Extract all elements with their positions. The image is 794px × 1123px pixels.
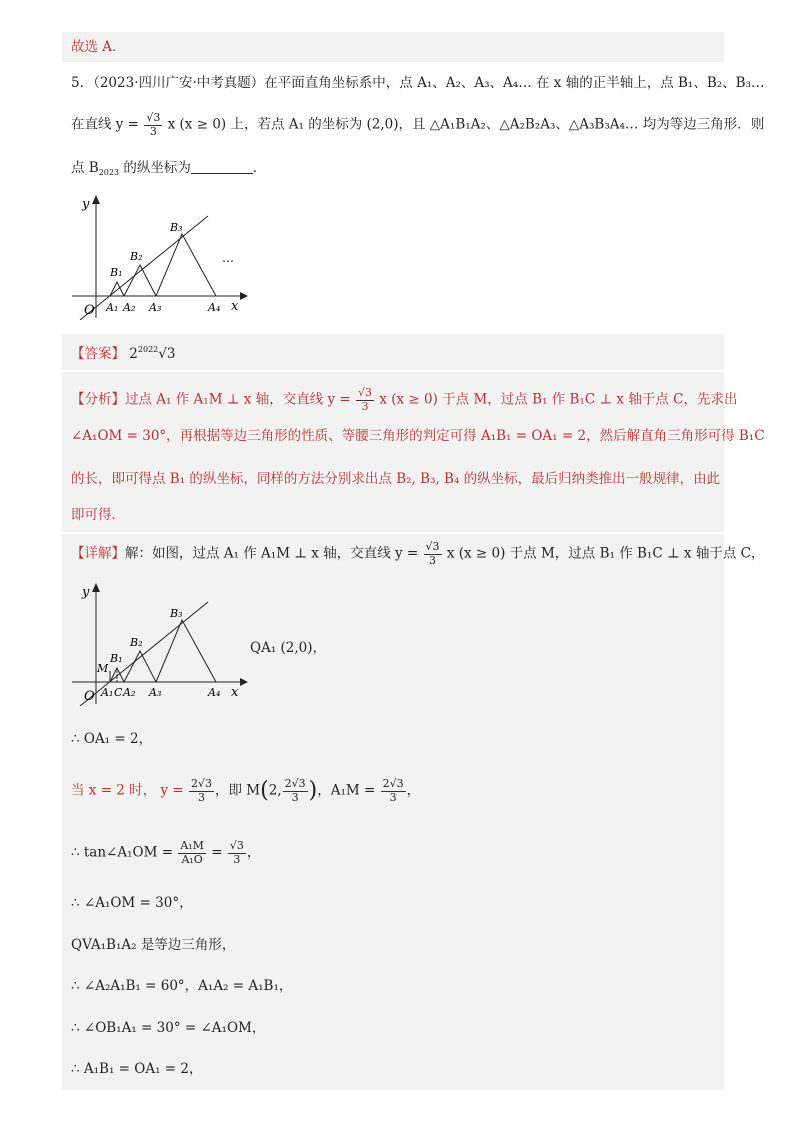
fraction-denominator: A₁O: [181, 852, 203, 866]
problem-line3-b: 的纵坐标为: [119, 160, 191, 176]
fraction-denominator: 3: [233, 852, 241, 866]
x-axis-arrow: [240, 678, 248, 686]
detail-fraction: [424, 541, 442, 567]
y-label: y: [82, 585, 90, 600]
analysis-line-4: 即可得．: [71, 507, 125, 523]
label-a1: A₁: [101, 686, 114, 699]
step2-c: ，A₁M =: [317, 782, 376, 799]
analysis-fraction: [356, 387, 374, 413]
fraction-denominator: 3: [149, 124, 157, 138]
label-a2: A₂: [123, 301, 136, 314]
detail-tag: 【详解】: [71, 545, 125, 562]
answer-root: √3: [158, 346, 176, 362]
fraction-denominator: 3: [291, 790, 299, 804]
paren-left: (: [260, 778, 269, 803]
step-3: [71, 840, 722, 866]
label-m: M: [97, 662, 109, 675]
problem-fraction: [144, 112, 162, 138]
origin-label: O: [84, 689, 95, 704]
answer-tag: 【答案】: [71, 346, 125, 362]
line-y-sqrt3x: [80, 216, 208, 320]
step2-a: 当 x = 2 时， y =: [71, 782, 184, 799]
label-a3: A₃: [149, 686, 162, 699]
step-1: ∴ OA₁ = 2，: [71, 731, 153, 747]
label-b2: B₂: [130, 250, 143, 263]
label-b1: B₁: [110, 266, 123, 279]
problem-line3-a: 点 B: [71, 160, 99, 176]
problem-line-3: [71, 160, 722, 178]
detail-line-1: [71, 540, 765, 567]
line-y-sqrt3x: [80, 602, 208, 706]
step2-fraction-m: [283, 778, 308, 804]
answer-exponent: 2022: [137, 345, 159, 354]
x-label: x: [231, 299, 239, 314]
origin-label: O: [84, 303, 95, 318]
step2-fraction-y: [189, 778, 214, 804]
triangle-3: [156, 620, 216, 682]
figure-2: [68, 578, 258, 706]
problem-line3-sub: 2023: [98, 168, 120, 177]
x-axis-arrow: [240, 292, 248, 300]
problem-line-2: [71, 111, 765, 138]
analysis-line1-b: x (x ≥ 0) 于点 M，过点 B₁ 作 B₁C ⊥ x 轴于点 C，先求出: [379, 391, 738, 408]
step3-fraction-1: [178, 840, 206, 866]
step2-paren-a: 2,: [268, 782, 282, 799]
analysis-tag: 【分析】: [71, 391, 125, 408]
label-a2: A₂: [123, 686, 136, 699]
step2-fraction-a1m: [381, 778, 406, 804]
triangle-3: [156, 234, 216, 296]
problem-line3-end: ．: [252, 160, 267, 176]
fraction-numerator: 2√3: [382, 777, 404, 791]
label-b2: B₂: [130, 636, 143, 649]
fraction-denominator: 3: [198, 790, 205, 804]
step3-a: ∴ tan∠A₁OM =: [71, 844, 174, 861]
label-b1: B₁: [110, 652, 123, 665]
analysis-line1-a: 过点 A₁ 作 A₁M ⊥ x 轴，交直线 y =: [125, 391, 351, 408]
x-label: x: [231, 685, 239, 700]
fraction-denominator: 3: [361, 399, 369, 413]
analysis-line-2: ∠A₁OM = 30°，再根据等边三角形的性质、等腰三角形的判定可得 A₁B₁ = OA₁ = 2，然后解直角三角形可得 B₁C: [71, 428, 765, 444]
step-5: QVA₁B₁A₂ 是等边三角形，: [71, 937, 236, 953]
fraction-numerator: A₁M: [180, 839, 204, 852]
label-a1: A₁: [106, 301, 119, 314]
prev-conclusion: 故选 A．: [71, 39, 126, 55]
problem-line2-b: x (x ≥ 0) 上，若点 A₁ 的坐标为 (2,0)，且 △A₁B₁A₂、△A₂B₂A₃、△A₃B₃A₄… 均为等边三角形．则: [167, 116, 765, 133]
detail-line1-b: x (x ≥ 0) 于点 M，过点 B₁ 作 B₁C ⊥ x 轴于点 C，: [446, 545, 765, 562]
step3-end: ，: [246, 844, 261, 861]
problem-line-1: 5．（2023·四川广安·中考真题）在平面直角坐标系中，点 A₁、A₂、A₃、A₄… 在 x 轴的正半轴上，点 B₁、B₂、B₃…: [71, 75, 765, 91]
y-label: y: [82, 197, 90, 212]
fraction-numerator: 2√3: [191, 777, 213, 791]
ellipsis: …: [222, 251, 234, 265]
label-c: C: [114, 686, 123, 699]
step2-b: ，即 M: [215, 782, 261, 799]
y-axis-arrow: [92, 583, 100, 592]
detail-line1-a: 解：如图，过点 A₁ 作 A₁M ⊥ x 轴，交直线 y =: [125, 545, 419, 562]
fraction-numerator: 2√3: [284, 777, 306, 791]
answer-base: 2: [129, 346, 138, 362]
step3-eq: =: [211, 844, 223, 861]
analysis-line-3: 的长，即可得点 B₁ 的纵坐标，同样的方法分别求出点 B₂, B₃, B₄ 的纵坐标，最后归纳类推出一般规律，由此: [71, 471, 721, 487]
paren-right: ): [308, 778, 318, 803]
fraction-numerator: √3: [229, 839, 244, 852]
answer-blank: [191, 161, 253, 174]
fraction-denominator: 3: [429, 553, 437, 567]
figure2-side-note: QA₁ (2,0)，: [250, 640, 327, 656]
step2-end: ，: [406, 782, 421, 799]
fraction-numerator: √3: [146, 111, 161, 124]
fraction-denominator: 3: [389, 790, 397, 804]
step-8: ∴ A₁B₁ = OA₁ = 2，: [71, 1061, 203, 1077]
figure-1: [68, 190, 258, 320]
label-a3: A₃: [149, 301, 162, 314]
label-a4: A₄: [208, 686, 221, 699]
fraction-numerator: √3: [358, 386, 373, 399]
answer-line: [71, 345, 722, 362]
analysis-line-1: [71, 386, 738, 413]
label-b3: B₃: [170, 221, 183, 234]
label-a4: A₄: [208, 301, 221, 314]
step-2: [71, 778, 722, 804]
problem-line2-a: 在直线 y =: [71, 116, 140, 133]
step-6: ∴ ∠A₂A₁B₁ = 60°，A₁A₂ = A₁B₁，: [71, 978, 293, 994]
step-4: ∴ ∠A₁OM = 30°，: [71, 895, 193, 911]
fraction-numerator: √3: [425, 540, 440, 553]
y-axis-arrow: [92, 195, 100, 204]
step3-fraction-2: [228, 840, 246, 866]
step-7: ∴ ∠OB₁A₁ = 30° = ∠A₁OM，: [71, 1020, 266, 1036]
label-b3: B₃: [170, 607, 183, 620]
